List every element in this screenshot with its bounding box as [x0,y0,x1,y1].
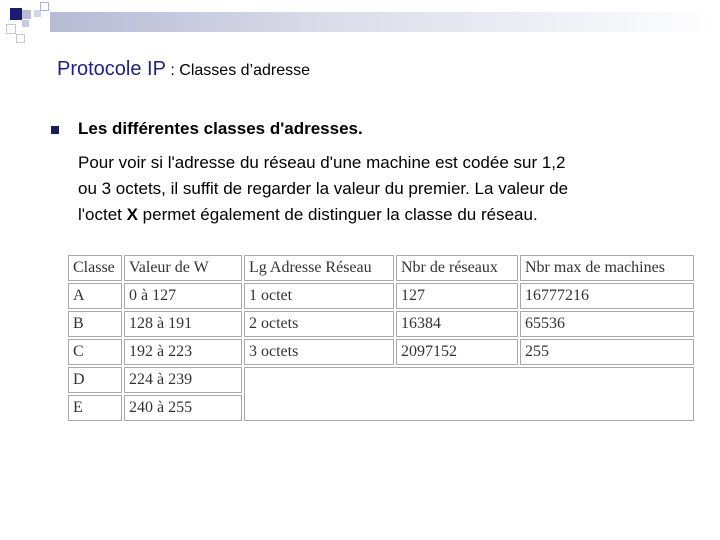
table-cell: 0 à 127 [124,283,242,309]
table-cell: 65536 [520,311,694,337]
table-cell: 128 à 191 [124,311,242,337]
table-cell: 224 à 239 [124,367,242,393]
paragraph-text: permet également de distinguer la classe du réseau. [137,205,538,224]
table-cell: A [68,283,122,309]
table-row [68,367,694,393]
paragraph-line: Pour voir si l'adresse du réseau d'une machine est codée sur 1,2 [78,153,566,172]
title-sub: Classes d’adresse [179,62,311,79]
deco-square-outline [40,2,49,11]
bullet-heading: Les différentes classes d'adresses. [78,119,363,138]
table-cell: 127 [396,283,518,309]
table-cell: 255 [520,339,694,365]
table-cell: C [68,339,122,365]
column-header: Nbr max de machines [520,255,694,281]
table-header-row [68,255,694,281]
table-cell: 192 à 223 [124,339,242,365]
table-row [68,339,694,365]
table-row [68,311,694,337]
square-bullet-icon [51,126,59,134]
table-cell: 16777216 [520,283,694,309]
paragraph-bold: X [126,205,138,224]
table-cell: 2097152 [396,339,518,365]
paragraph-text: l'octet [78,205,127,224]
table-cell: 240 à 255 [124,395,242,421]
paragraph-line: ou 3 octets, il suffit de regarder la valeur du premier. La valeur de [78,179,569,198]
table-empty-cell [244,367,694,421]
table-cell: 1 octet [244,283,394,309]
title-main: Protocole IP [57,58,166,80]
deco-square-outline [6,24,16,34]
address-classes-table-image [66,253,700,446]
column-header: Nbr de réseaux [396,255,518,281]
deco-square-dark [10,8,22,20]
table-row [68,283,694,309]
table-cell: E [68,395,122,421]
table-cell: 16384 [396,311,518,337]
column-header: Classe [68,255,122,281]
column-header: Lg Adresse Réseau [244,255,394,281]
table-cell: D [68,367,122,393]
column-header: Valeur de W [124,255,242,281]
table-cell: 3 octets [244,339,394,365]
paragraph-line [78,202,678,228]
deco-square-light [34,10,41,17]
slide-title [57,58,310,81]
address-classes-table [66,253,696,423]
table-cell: 2 octets [244,311,394,337]
header-band [50,12,720,32]
title-separator: : [165,62,180,79]
table-cell: B [68,311,122,337]
deco-square-outline [16,34,25,43]
deco-square-light [22,20,29,27]
body-paragraph [78,150,678,228]
deco-square-light [22,10,31,19]
